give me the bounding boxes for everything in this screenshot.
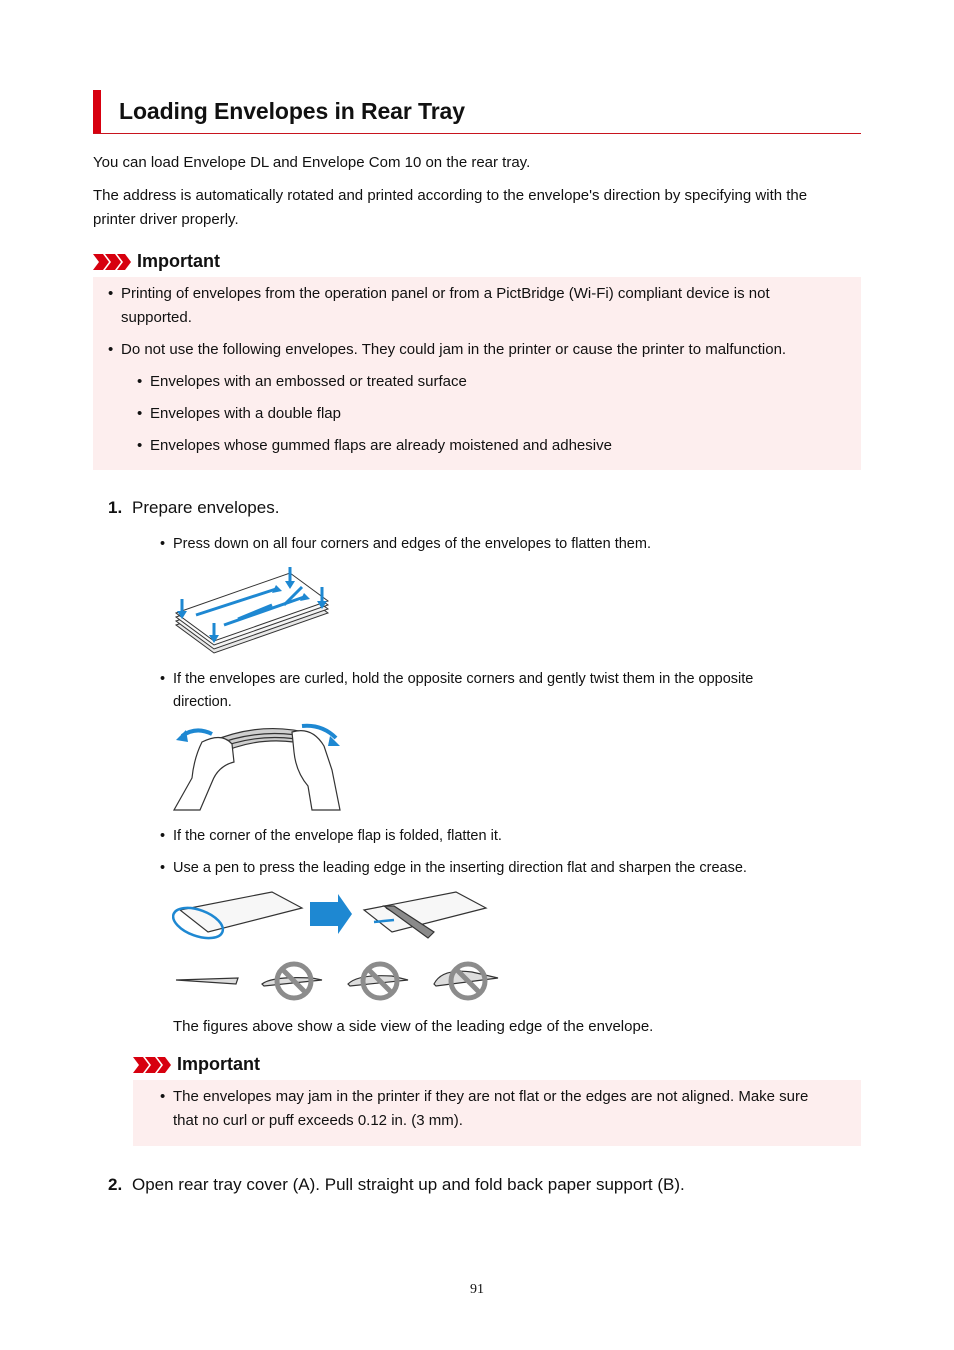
twist-envelope-figure <box>172 722 344 812</box>
pen-flatten-figure <box>172 888 492 940</box>
intro-paragraph-line: printer driver properly. <box>93 211 239 228</box>
step-1 <box>108 498 279 518</box>
intro-paragraph: You can load Envelope DL and Envelope Com 10 on the rear tray. <box>93 154 531 171</box>
important-label: Important <box>137 251 220 271</box>
list-item-text: Printing of envelopes from the operation panel or from a PictBridge (Wi-Fi) compliant device is not <box>121 285 770 302</box>
list-item-text: Press down on all four corners and edges of the envelopes to flatten them. <box>173 536 651 552</box>
important-heading <box>93 251 220 272</box>
page-title: Loading Envelopes in Rear Tray <box>119 98 465 124</box>
step-number: 1. <box>108 498 123 517</box>
important-chevron-icon <box>93 254 131 270</box>
step-text: Open rear tray cover (A). Pull straight up and fold back paper support (B). <box>132 1175 685 1194</box>
important-chevron-icon <box>133 1057 171 1073</box>
list-item-text: direction. <box>173 694 232 710</box>
page-number: 91 <box>470 1282 484 1297</box>
list-item-text: supported. <box>121 309 192 326</box>
title-accent-bar <box>93 90 101 133</box>
important-heading <box>133 1054 260 1075</box>
list-item-text: The envelopes may jam in the printer if they are not flat or the edges are not aligned. Make sure <box>173 1088 809 1105</box>
intro-paragraph-line: The address is automatically rotated and printed according to the envelope's direction by specifying with the <box>93 187 808 204</box>
sub-list-item-text: Envelopes whose gummed flaps are already moistened and adhesive <box>150 437 612 454</box>
list-item-text: that no curl or puff exceeds 0.12 in. (3 mm). <box>173 1112 463 1129</box>
important-label: Important <box>177 1054 260 1074</box>
sub-list-item-text: Envelopes with an embossed or treated surface <box>150 373 467 390</box>
list-item-text: If the envelopes are curled, hold the opposite corners and gently twist them in the opposite <box>173 671 754 687</box>
figure-caption: The figures above show a side view of the leading edge of the envelope. <box>173 1018 654 1035</box>
sub-list-item-text: Envelopes with a double flap <box>150 405 341 422</box>
envelope-stack-figure <box>172 565 332 655</box>
page-title-block <box>93 90 861 134</box>
list-item-text: Use a pen to press the leading edge in the inserting direction flat and sharpen the crease. <box>173 860 747 876</box>
edge-side-view-figure <box>172 958 504 1004</box>
step-number: 2. <box>108 1175 123 1194</box>
list-item-text: If the corner of the envelope flap is folded, flatten it. <box>173 828 502 844</box>
step-2 <box>108 1175 685 1195</box>
list-item-text: Do not use the following envelopes. They could jam in the printer or cause the printer to malfunction. <box>121 341 787 358</box>
step-text: Prepare envelopes. <box>132 498 280 517</box>
